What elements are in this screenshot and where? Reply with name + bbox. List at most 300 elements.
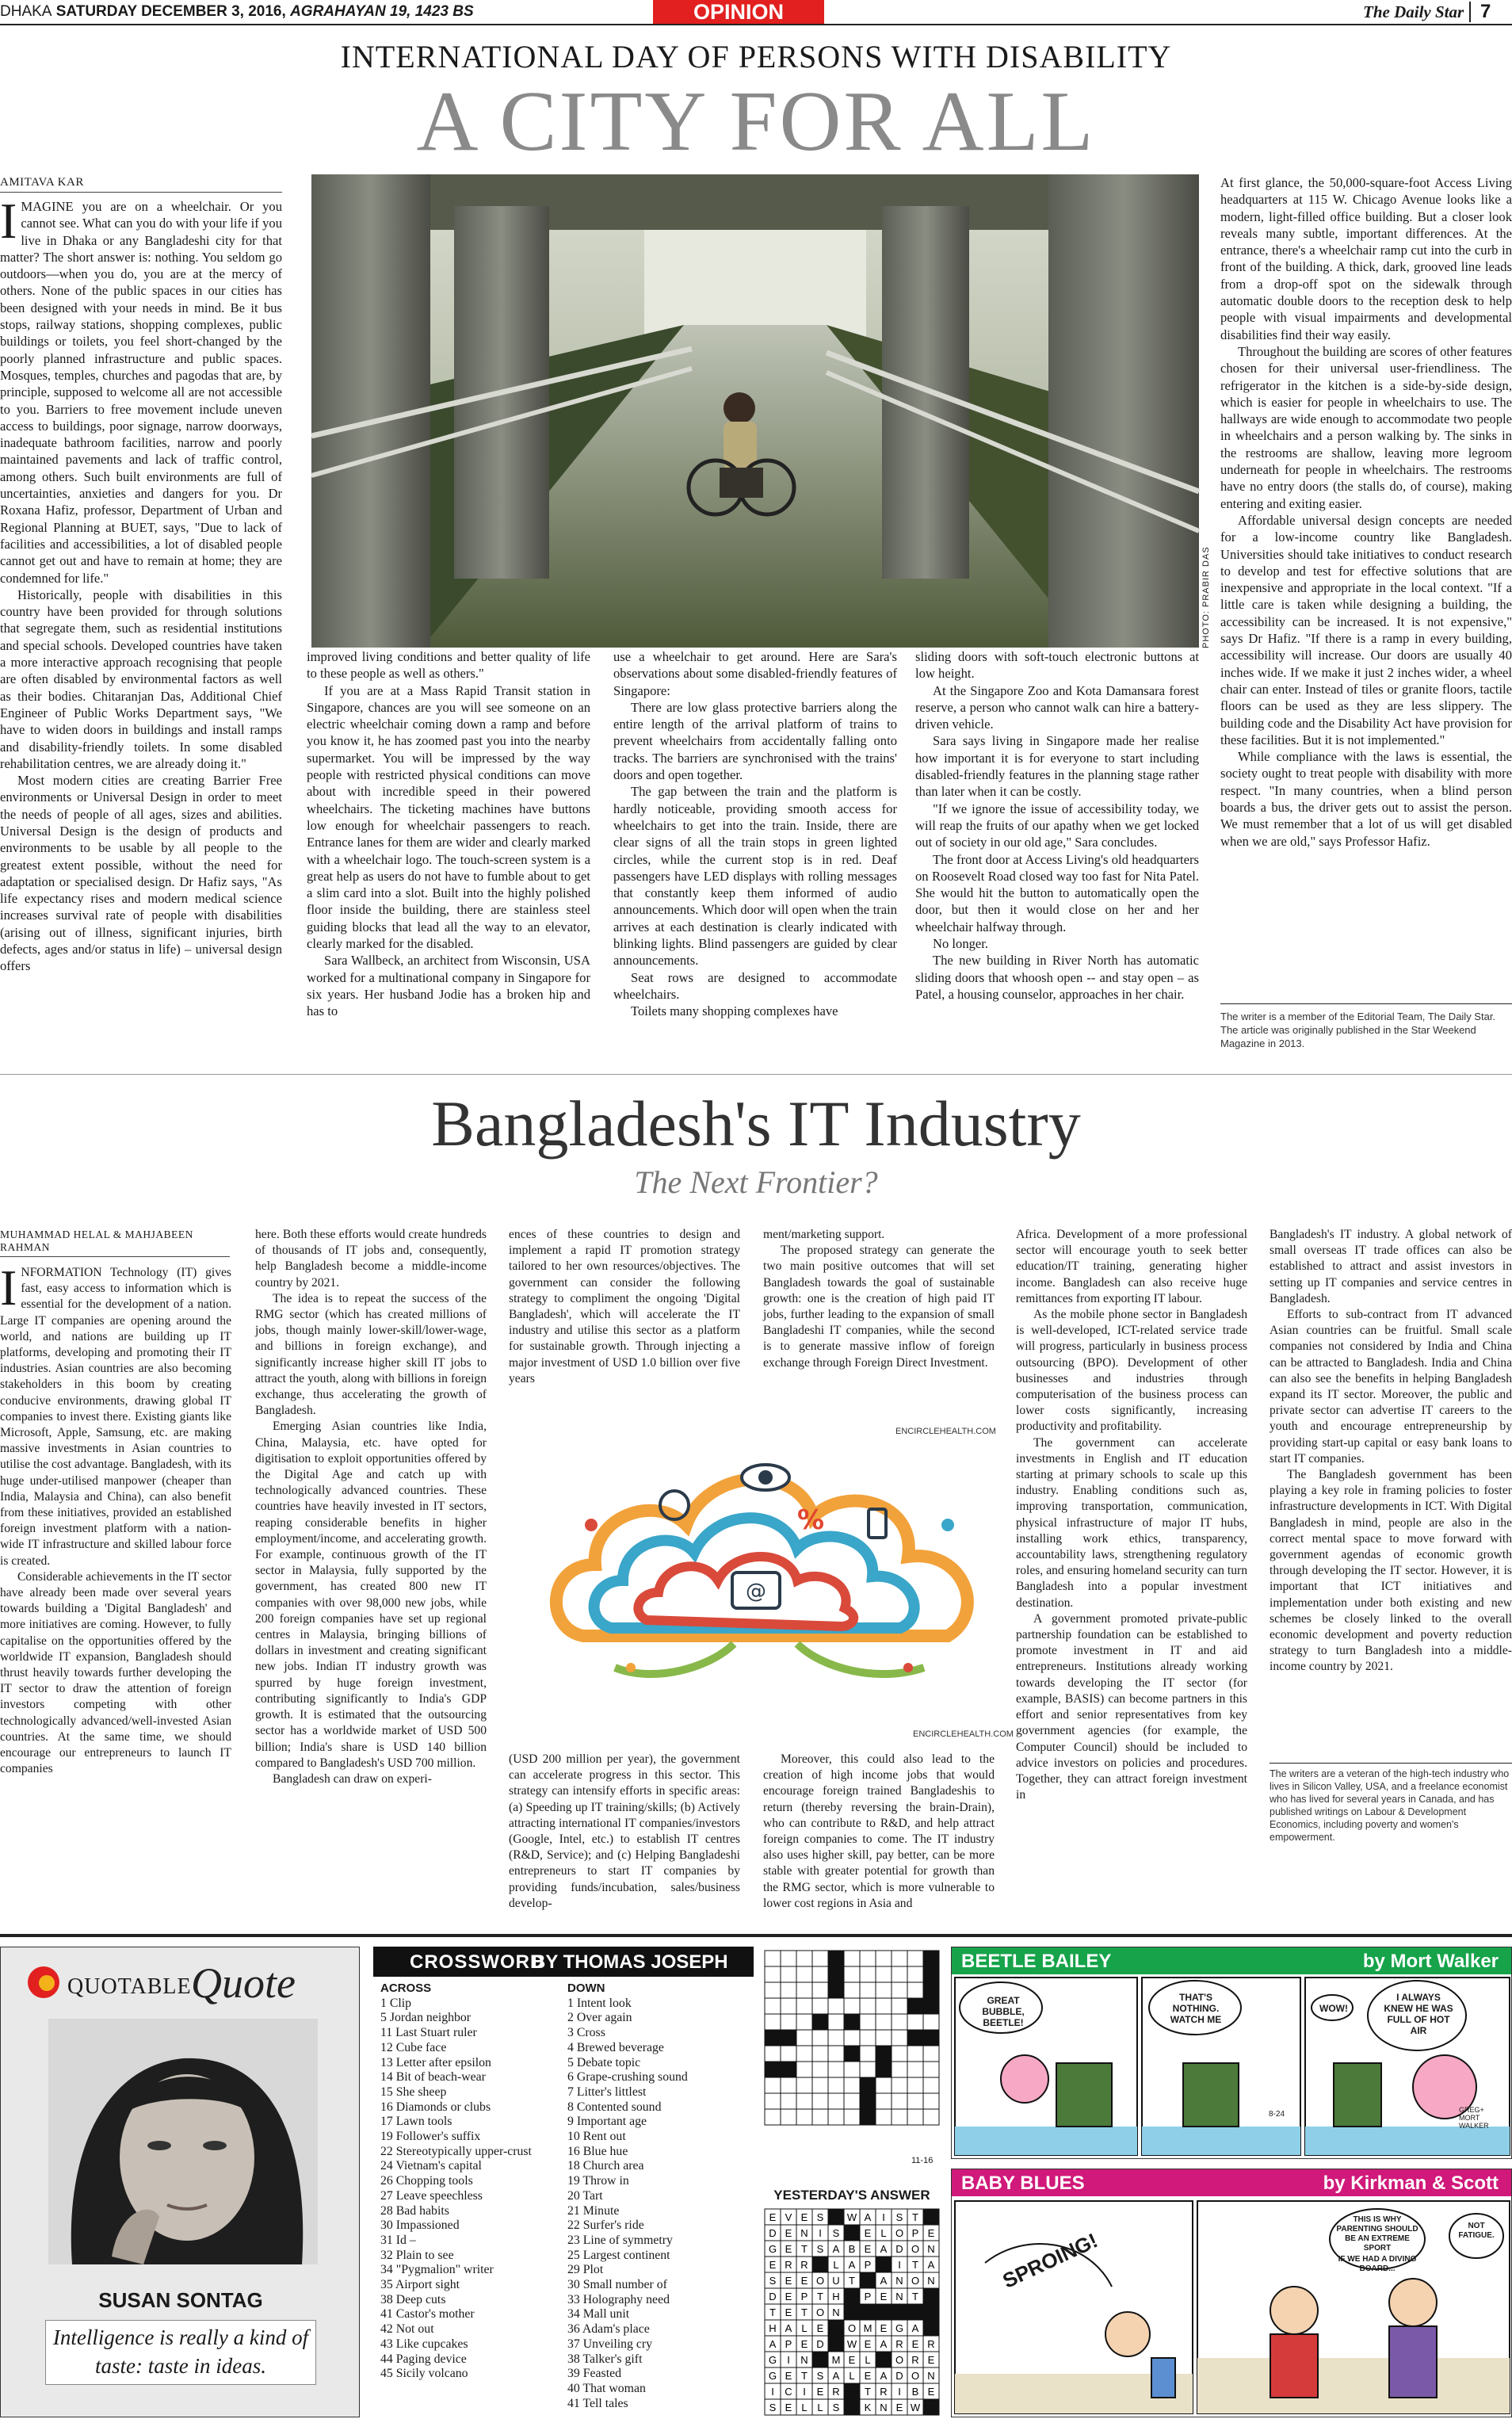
answer-letter: A — [911, 2322, 919, 2334]
baby-blues-author: by Kirkman & Scott — [1323, 2173, 1499, 2194]
beetle-bailey-author: by Mort Walker — [1362, 1951, 1499, 1972]
across-clue: 32 Plain to see — [380, 2248, 454, 2262]
crossword-cell[interactable] — [923, 2062, 939, 2077]
across-clue: 30 Impassioned — [380, 2218, 460, 2233]
crossword-cell[interactable] — [828, 2014, 844, 2030]
crossword-cell[interactable] — [892, 2077, 907, 2093]
sontag-portrait — [48, 2019, 318, 2264]
crossword-cell[interactable] — [765, 2030, 781, 2046]
crossword-cell[interactable] — [812, 1982, 828, 1998]
across-clue: 26 Chopping tools — [380, 2174, 473, 2188]
answer-letter: R — [927, 2338, 935, 2350]
answer-letter: A — [848, 2259, 856, 2271]
answer-letter: M — [831, 2354, 841, 2366]
article1-col5-p4: While compliance with the laws is essential, the society ought to treat people with disability with more respect. "In many countries, when a blind person boards a bus, the driver gets out to assist the person. We must remember that a lot of us will get disabled when we are old," says Professor Hafiz. — [1220, 749, 1512, 849]
crossword-down-label: DOWN — [567, 1981, 605, 1995]
article2-col1-p2: Considerable achievements in the IT sector have already been made over several years towards building a 'Digital Bangladesh' and more initiatives are coming. However, to fully capitalise on the opportunities offered by the worldwide IT expansion, Bangladesh should thrust heavily towards further developing the IT sector to draw the attention of foreign investors competing with other technologically advanced/well-invested Asian countries. At the same time, we should encourage our entrepreneurs to launch IT companies — [0, 1569, 231, 1776]
crossword-cell[interactable] — [860, 2077, 876, 2093]
down-clue: 39 Feasted — [567, 2367, 622, 2381]
answer-letter: W — [846, 2338, 857, 2350]
crossword-cell[interactable] — [892, 2014, 907, 2030]
dateline-bengali: AGRAHAYAN 19, 1423 BS — [290, 3, 474, 20]
down-clue: 18 Church area — [567, 2159, 644, 2173]
crossword-cell[interactable] — [765, 2093, 781, 2109]
quote-box — [0, 1947, 360, 2417]
down-clue: 29 Plot — [567, 2263, 604, 2277]
crossword-cell[interactable] — [796, 1951, 812, 1966]
down-clue: 41 Tell tales — [567, 2396, 628, 2410]
crossword-header — [373, 1947, 754, 1977]
crossword-cell[interactable] — [796, 2046, 812, 2062]
crossword-cell[interactable] — [828, 1951, 844, 1966]
crossword-cell[interactable] — [876, 1998, 892, 2014]
crossword-cell[interactable] — [844, 2014, 860, 2030]
beetle-balloon-2: THAT'S NOTHING. WATCH ME — [1170, 1992, 1222, 2025]
answer-letter: T — [769, 2306, 776, 2318]
crossword-cell[interactable] — [765, 1982, 781, 1998]
crossword-cell[interactable] — [923, 2030, 939, 2046]
article2-title: Bangladesh's IT Industry — [431, 1087, 1081, 1160]
crossword-cell[interactable] — [860, 1982, 876, 1998]
article2-column-4-bottom — [763, 1752, 995, 1910]
crossword-cell[interactable] — [876, 1951, 892, 1966]
crossword-cell[interactable] — [812, 2109, 828, 2125]
article1-column-2 — [307, 648, 590, 1062]
answer-letter: T — [912, 2211, 918, 2223]
answer-letter: S — [769, 2275, 777, 2287]
across-clue: 19 Follower's suffix — [380, 2130, 481, 2144]
answer-letter: I — [787, 2354, 790, 2366]
crossword-cell[interactable] — [781, 2062, 796, 2077]
down-clue: 30 Small number of — [567, 2278, 667, 2292]
answer-letter: B — [848, 2243, 856, 2255]
across-clue: 35 Airport sight — [380, 2278, 460, 2292]
crossword-cell[interactable] — [781, 2109, 796, 2125]
crossword-cell[interactable] — [796, 2014, 812, 2030]
beetle-signature: GREG+ MORT WALKER — [1459, 2106, 1489, 2130]
crossword-cell[interactable] — [860, 1998, 876, 2014]
across-clue: 28 Bad habits — [380, 2203, 449, 2218]
answer-letter: R — [785, 2259, 792, 2271]
crossword-cell[interactable] — [796, 2109, 812, 2125]
article1-byline: AMITAVA KAR — [0, 176, 282, 193]
crossword-cell[interactable] — [781, 2077, 796, 2093]
crossword-cell[interactable] — [796, 2030, 812, 2046]
crossword-cell[interactable] — [781, 1982, 796, 1998]
crossword-cell[interactable] — [860, 2109, 876, 2125]
masthead — [0, 0, 1512, 24]
answer-letter: I — [819, 2227, 822, 2239]
crossword-cell[interactable] — [892, 1982, 907, 1998]
across-clue: 13 Letter after epsilon — [380, 2055, 491, 2069]
answer-cell — [860, 2272, 876, 2288]
answer-letter: A — [927, 2259, 935, 2271]
answer-letter: E — [895, 2402, 903, 2413]
crossword-cell[interactable] — [876, 1982, 892, 1998]
crossword-cell[interactable] — [844, 1951, 860, 1966]
it-cloud-illustration — [536, 1430, 1003, 1712]
article1-col5-p3: Affordable universal design concepts are needed for a low-income country like Bangladesh. Universities should take initiatives to conduct research to develop and test for effective solutions that are inexpensive and appropriate in the local context. "If a little care is taken while designing a building, the accessibility can be increased. It is not expensive," says Dr Hafiz. "If there is a ramp in every building, accessibility will increase. Our doors are usually 40 inches wide. If we make it just 2 inches wider, a wheel chair can enter. Instead of tiles or granite floors, tactile floors can be used as they are less slippery. The building code and the Disability Act have provision for these facilities. But it is not implemented." — [1220, 512, 1512, 747]
crossword-cell[interactable] — [892, 2030, 907, 2046]
answer-letter: E — [800, 2211, 808, 2223]
article2-subtitle: The Next Frontier? — [634, 1164, 878, 1200]
crossword-cell[interactable] — [892, 1951, 907, 1966]
answer-cell — [876, 2352, 892, 2367]
crossword-cell[interactable] — [781, 1998, 796, 2014]
crossword-cell[interactable] — [781, 1966, 796, 1982]
article1-col3-p1: use a wheelchair to get around. Here are Sara's observations about some disabled-friendly features of Singapore: — [613, 649, 897, 698]
crossword-cell[interactable] — [892, 2093, 907, 2109]
crossword-title: CROSSWORD — [410, 1951, 545, 1973]
crossword-cell[interactable] — [844, 2077, 860, 2093]
crossword-cell[interactable] — [828, 2046, 844, 2062]
answer-letter: L — [865, 2354, 871, 2366]
crossword-cell[interactable] — [923, 2014, 939, 2030]
answer-letter: S — [769, 2402, 777, 2413]
article1-col2-p1: improved living conditions and better quality of life to these people as well as others." — [307, 649, 590, 682]
article2-dropcap: I — [0, 1259, 17, 1316]
illustration-credit-top: ENCIRCLEHEALTH.COM — [895, 1427, 996, 1436]
crossword-cell[interactable] — [907, 1982, 923, 1998]
beetle-bailey-header — [952, 1947, 1511, 1974]
article1-column-4 — [915, 648, 1199, 1062]
crossword-cell[interactable] — [923, 2093, 939, 2109]
quote-text: Intelligence is really a kind of taste: taste in ideas. — [52, 2325, 309, 2378]
crossword-cell[interactable] — [923, 1966, 939, 1982]
beetle-balloon-4: I ALWAYS KNEW HE WAS FULL OF HOT AIR — [1384, 1992, 1453, 2036]
crossword-cell[interactable] — [892, 2109, 907, 2125]
answer-cell — [923, 2320, 939, 2336]
crossword-cell[interactable] — [796, 2062, 812, 2077]
answer-letter: P — [800, 2291, 808, 2302]
answer-letter: E — [769, 2259, 777, 2271]
down-clue: 6 Grape-crushing sound — [567, 2070, 688, 2085]
crossword-cell[interactable] — [781, 1951, 796, 1966]
down-clue: 25 Largest continent — [567, 2248, 670, 2262]
article1-col1-p3: Most modern cities are creating Barrier Free environments or Universal Design in order to meet the needs of people of all ages, sizes and abilities. Universal Design is the design of products and environments to be usable by all people to the greatest extent possible, without the need for adaptation or specialised design. Dr Hafiz says, "As life expectancy rises and modern medical science increases survival rate of people with disabilities (arising out of illness, significant injuries, birth defects, ages and/or status in life) – universal design offers — [0, 773, 282, 974]
answer-cell — [844, 2225, 860, 2241]
article2-col3-top-p1: ences of these countries to design and implement a rapid IT promotion strategy tailored to her own resources/objectives. The government can consider the following strategy to compliment the ongoing 'Digital Bangladesh', which will accelerate the IT industry and utilise this sector as a platform for sustainable growth. Through injecting a major investment of USD 1.0 billion over five years — [509, 1228, 740, 1385]
across-clue: 1 Clip — [380, 1996, 412, 2010]
across-clue: 31 Id – — [380, 2233, 416, 2247]
crossword-cell[interactable] — [812, 1966, 828, 1982]
answer-letter: T — [801, 2370, 808, 2382]
down-clue: 7 Litter's littlest — [567, 2085, 647, 2099]
crossword-cell[interactable] — [765, 2014, 781, 2030]
beetle-balloon-1: GREAT BUBBLE, BEETLE! — [982, 1995, 1025, 2028]
crossword-cell[interactable] — [860, 2030, 876, 2046]
answer-cell — [812, 2352, 828, 2367]
article1-col2-p3: Sara Wallbeck, an architect from Wisconsin, USA worked for a multinational company in Singapore for six years. Her husband Jodie has a broken hip and has to — [307, 953, 590, 1019]
crossword-cell[interactable] — [923, 1982, 939, 1998]
quote-badge-inner-icon — [39, 1975, 55, 1991]
article1-col3-p4: Seat rows are designed to accommodate wheelchairs. — [613, 969, 897, 1002]
crossword-cell[interactable] — [844, 2046, 860, 2062]
crossword-cell[interactable] — [876, 2093, 892, 2109]
crossword-cell[interactable] — [907, 2046, 923, 2062]
crossword-cell[interactable] — [892, 1998, 907, 2014]
crossword-cell[interactable] — [781, 2046, 796, 2062]
article2-col4-top-p2: The proposed strategy can generate the two main positive outcomes that will set Bangladesh towards the goal of sustainable growth: one is the creation of high paid IT jobs, further leading to the expansion of small Bangladeshi IT companies, while the second is to generate massive inflow of foreign exchange through Foreign Direct Investment. — [763, 1244, 995, 1370]
answer-letter: E — [927, 2227, 935, 2239]
crossword-cell[interactable] — [781, 2093, 796, 2109]
crossword-cell[interactable] — [907, 1998, 923, 2014]
answer-letter: O — [911, 2243, 920, 2255]
down-clue: 34 Mall unit — [567, 2307, 630, 2322]
answer-letter: I — [898, 2259, 901, 2271]
crossword-cell[interactable] — [907, 2093, 923, 2109]
article2-column-4-top — [763, 1227, 995, 1425]
crossword-cell[interactable] — [765, 2077, 781, 2093]
crossword-cell[interactable] — [844, 2030, 860, 2046]
crossword-cell[interactable] — [907, 1951, 923, 1966]
across-clue: 24 Vietnam's capital — [380, 2159, 482, 2173]
article2-col6-p3: The Bangladesh government has been playing a key role in framing policies to foster infrastructure developments in ICT. With Digital Bangladesh in mind, people are also in the correct mental space to move forward with government agendas of economic growth through developing the IT sector. However, it is important that ICT initiatives and implementation under both existing and new schemes be closely linked to the overall economic development and poverty reduction strategy to turn Bangladesh into a middle-income country by 2021. — [1270, 1468, 1512, 1674]
crossword-cell[interactable] — [796, 1982, 812, 1998]
crossword-cell[interactable] — [860, 1966, 876, 1982]
crossword-date-code: 11-16 — [911, 2156, 934, 2165]
crossword-cell[interactable] — [860, 1951, 876, 1966]
illustration-credit-bottom: ENCIRCLEHEALTH.COM — [913, 1729, 1014, 1739]
crossword-cell[interactable] — [923, 1998, 939, 2014]
crossword-cell[interactable] — [923, 2109, 939, 2125]
answer-letter: E — [864, 2370, 872, 2382]
answer-letter: E — [800, 2338, 808, 2350]
crossword-cell[interactable] — [844, 2062, 860, 2077]
crossword-cell[interactable] — [812, 2093, 828, 2109]
answer-letter: O — [815, 2306, 825, 2318]
answer-letter: E — [785, 2306, 792, 2318]
article2-col1-p1: NFORMATION Technology (IT) gives fast, easy access to information which is essential for the development of a nation. Large IT companies are opening around the world, and nations are building up IT platforms, developing and promoting their IT industries. Asian countries are also becoming stakeholders in this boom by creating conducive environments, drawing global IT companies to invest there. Existing giants like Microsoft, Apple, Samsung, etc. are making massive investments in Asian countries to utilise the cost advantage. Bangladesh, with its huge under-utilised manpower (cheaper than India, Malaysia and China), can also benefit from these initiatives, provided an established foreign investment platform with a nation-wide IT infrastructure and skilled labour force is created. — [0, 1266, 231, 1568]
crossword-cell[interactable] — [860, 2062, 876, 2077]
answer-letter: N — [832, 2306, 840, 2318]
answer-cell — [844, 2304, 860, 2320]
article1-note-line2: The article was originally published in the Star Weekend Magazine in 2013. — [1220, 1024, 1476, 1049]
beetle-bailey-strip — [951, 1947, 1512, 2159]
down-clue: 38 Talker's gift — [567, 2352, 643, 2366]
article1-col4-p4: "If we ignore the issue of accessibility today, we will reap the fruits of our apathy when we get locked out of society in our old age," Sara concludes. — [915, 801, 1199, 850]
crossword-cell[interactable] — [765, 1998, 781, 2014]
crossword-across — [380, 1981, 559, 2382]
crossword-across-list — [380, 1997, 559, 2382]
crossword-cell[interactable] — [907, 2014, 923, 2030]
crossword-cell[interactable] — [828, 2077, 844, 2093]
answer-cell — [923, 2209, 939, 2225]
crossword-cell[interactable] — [781, 2014, 796, 2030]
answer-letter: S — [816, 2370, 824, 2382]
answer-letter: P — [911, 2227, 919, 2239]
photo-illustration — [311, 174, 1199, 648]
crossword-cell[interactable] — [907, 2077, 923, 2093]
crossword-cell[interactable] — [860, 2093, 876, 2109]
crossword-cell[interactable] — [828, 2030, 844, 2046]
svg-text:@: @ — [746, 1580, 766, 1603]
article2-note-rule — [1270, 1763, 1512, 1764]
article1-col1-p2: Historically, people with disabilities in this country have been provided for through solutions that segregate them, such as residential institutions and special schools. Developed countries have taken a more interactive approach recognising that people are often disabled by environmental factors as well as their bodies. Chitaranjan Das, Additional Chief Engineer of Public Works Department says, "We have to widen doors in buildings and install ramps and disability-friendly toilets. In some disabled rehabilitation centres, we are already doing it." — [0, 587, 282, 771]
crossword-cell[interactable] — [907, 2062, 923, 2077]
article2-column-3-top — [509, 1227, 740, 1425]
answer-letter: E — [927, 2354, 935, 2366]
crossword-cell[interactable] — [765, 1951, 781, 1966]
article1-col4-p2: At the Singapore Zoo and Kota Damansara forest reserve, a person who cannot walk can hire a battery-driven vehicle. — [915, 682, 1199, 732]
crossword-cell[interactable] — [765, 2109, 781, 2125]
crossword-cell[interactable] — [844, 2093, 860, 2109]
crossword-cell[interactable] — [796, 2077, 812, 2093]
yesterday-answer-grid — [762, 2207, 941, 2415]
crossword-grid — [762, 1947, 941, 2176]
crossword-cell[interactable] — [907, 2109, 923, 2125]
down-clue: 20 Tart — [567, 2188, 603, 2203]
crossword-cell[interactable] — [860, 2046, 876, 2062]
article1-column-5 — [1220, 174, 1512, 999]
down-clue: 19 Throw in — [567, 2174, 629, 2188]
answer-letter: O — [911, 2370, 920, 2382]
down-clue: 33 Holography need — [567, 2292, 670, 2306]
answer-letter: E — [816, 2322, 824, 2334]
answer-letter: S — [832, 2402, 840, 2413]
crossword-cell[interactable] — [923, 1951, 939, 1966]
answer-letter: O — [911, 2275, 920, 2287]
crossword-cell[interactable] — [812, 2030, 828, 2046]
section-label: OPINION — [693, 0, 784, 24]
crossword-cell[interactable] — [844, 1998, 860, 2014]
answer-letter: I — [898, 2386, 901, 2398]
yesterday-answer-title: YESTERDAY'S ANSWER — [773, 2188, 930, 2203]
crossword-cell[interactable] — [876, 2030, 892, 2046]
answer-letter: G — [768, 2370, 777, 2382]
crossword-cell[interactable] — [828, 1998, 844, 2014]
answer-letter: T — [865, 2386, 871, 2398]
crossword-cell[interactable] — [892, 2062, 907, 2077]
answer-cell — [860, 2304, 876, 2320]
crossword-cell[interactable] — [796, 1966, 812, 1982]
answer-letter: E — [927, 2386, 935, 2398]
answer-letter: U — [832, 2275, 840, 2287]
crossword-cell[interactable] — [781, 2030, 796, 2046]
article2-col4-top-p1: ment/marketing support. — [763, 1228, 885, 1241]
crossword-cell[interactable] — [812, 2062, 828, 2077]
article2-col5-p4: A government promoted private-public partnership foundation can be established to promote investment in IT and aid entrepreneurs. Institutions already working towards developing the IT sector (for example, BASIS) can become partners in this effort and senior representatives from key government agencies (for example, the Computer Council) should be included to advice investors on policies and procedures. Together, they can attract foreign investment in — [1016, 1611, 1247, 1802]
answer-letter: K — [864, 2402, 872, 2413]
answer-letter: E — [785, 2243, 792, 2255]
baby-blues-balloon-1: THIS IS WHY PARENTING SHOULD BE AN EXTREME SPORT — [1336, 2215, 1418, 2253]
crossword-cell[interactable] — [907, 2030, 923, 2046]
answer-letter: S — [816, 2211, 824, 2223]
crossword-cell[interactable] — [907, 1966, 923, 1982]
crossword-cell[interactable] — [812, 1951, 828, 1966]
crossword-cell[interactable] — [844, 1966, 860, 1982]
crossword-cell[interactable] — [812, 2046, 828, 2062]
answer-letter: E — [880, 2322, 888, 2334]
crossword-cell[interactable] — [765, 2046, 781, 2062]
article2-column-6 — [1270, 1227, 1512, 1758]
article2-col2-p2: The idea is to repeat the success of the RMG sector (which has created millions of jobs, though mainly lower-skill/lower-wage, and billions in foreign exchange), and significantly increase higher skill IT jobs to attract the youth, along with billions in foreign exchange, thus accelerating the growth of Bangladesh. — [255, 1291, 487, 1418]
answer-letter: P — [864, 2259, 872, 2271]
crossword-cell[interactable] — [923, 2077, 939, 2093]
dateline-date: SATURDAY DECEMBER 3, 2016, — [55, 3, 286, 20]
down-clue: 23 Line of symmetry — [567, 2233, 673, 2247]
down-clue: 3 Cross — [567, 2026, 605, 2040]
answer-letter: B — [911, 2386, 919, 2398]
crossword-cell[interactable] — [892, 2046, 907, 2062]
crossword-cell[interactable] — [765, 2062, 781, 2077]
crossword-cell[interactable] — [765, 1966, 781, 1982]
crossword-cell[interactable] — [828, 1982, 844, 1998]
across-clue: 44 Paging device — [380, 2352, 467, 2366]
article1-dropcap: I — [0, 193, 17, 249]
across-clue: 42 Not out — [380, 2322, 434, 2337]
answer-letter: A — [785, 2322, 792, 2334]
crossword-cell[interactable] — [876, 2109, 892, 2125]
crossword-grid-svg — [762, 1947, 941, 2176]
crossword-cell[interactable] — [876, 2014, 892, 2030]
answer-letter: E — [816, 2386, 824, 2398]
across-clue: 45 Sicily volcano — [380, 2367, 468, 2381]
across-clue: 14 Bit of beach-wear — [380, 2070, 486, 2085]
baby-blues-art — [953, 2199, 1511, 2415]
crossword-cell[interactable] — [876, 2062, 892, 2077]
article1-col2-p2: If you are at a Mass Rapid Transit station in Singapore, chances are you will see someone on an electric wheelchair coming down a ramp and before you know it, he has zoomed past you into the nearby supermarket. You will be impressed by the way people with restricted physical conditions can move about with incredible speed in their powered wheelchairs. The ticketing machines have buttons low enough for wheelchair passengers to reach. Entrance lanes for them are wider and clearly marked with a wheelchair logo. The touch-screen system is a great help as users do not have to fumble about to get a slim card into a slot. Built into the highly polished floor inside the building, there are stainless steel guiding blocks that lead all the way to an elevator, clearly marked for the disabled. — [307, 682, 590, 952]
across-clue: 17 Lawn tools — [380, 2115, 452, 2129]
quote-heading-script: Quote — [191, 1959, 296, 2007]
answer-cell — [828, 2320, 844, 2336]
baby-blues-balloon-2: IF WE HAD A DIVING BOARD... — [1338, 2255, 1417, 2273]
answer-letter: H — [769, 2322, 777, 2334]
across-clue: 12 Cube face — [380, 2040, 447, 2054]
article1-col1-p1: MAGINE you are on a wheelchair. Or you cannot see. What can you do with your life if you live in Dhaka or any Bangladeshi city for that matter? The short answer is: nothing. You seldom go outdoors—when you do, you are at the mercy of others. None of the public spaces in our cities has been designed with your needs in mind. Be it bus stops, railway stations, shopping complexes, public buildings or toilets, you feel short-changed by the poorly planned infrastructure and public spaces. Mosques, temples, churches and pagodas that are, by principle, supposed to welcome all are not accessible to you. Barriers to free movement include uneven access to buildings, poor signage, narrow doorways, inadequate bathroom facilities, narrow and poorly maintained pavements and lack of traffic control, among others. Such built environments are full of uncertainties, anxieties and dangers for you. Dr Roxana Hafiz, professor, Department of Urban and Regional Planning at BUET, says, "Due to lack of facilities and accessibilities, a lot of disabled people cannot get out and have to remain at home; they are condemned for life." — [0, 199, 282, 586]
crossword-cell[interactable] — [812, 1998, 828, 2014]
answer-letter: R — [832, 2386, 840, 2398]
section-divider-2 — [0, 1934, 1512, 1937]
down-clue: 21 Minute — [567, 2203, 620, 2218]
crossword-cell[interactable] — [844, 1982, 860, 1998]
answer-letter: L — [801, 2322, 808, 2334]
crossword-cell[interactable] — [828, 2093, 844, 2109]
crossword-cell[interactable] — [876, 2046, 892, 2062]
crossword-cell[interactable] — [892, 1966, 907, 1982]
crossword-cell[interactable] — [828, 2062, 844, 2077]
down-clue: 5 Debate topic — [567, 2055, 641, 2069]
answer-cell — [876, 2257, 892, 2272]
down-clue: 16 Blue hue — [567, 2144, 628, 2158]
article1-col4-p3: Sara says living in Singapore made her realise how important it is for everyone to start including disabled-friendly features in the planning stage rather than later when it can be costly. — [915, 733, 1199, 800]
article2-column-5 — [1016, 1227, 1247, 1875]
crossword-cell[interactable] — [876, 2077, 892, 2093]
crossword-cell[interactable] — [828, 1966, 844, 1982]
down-clue: 10 Rent out — [567, 2130, 626, 2144]
article1-column-3 — [613, 648, 897, 1062]
answer-letter: E — [864, 2338, 872, 2350]
crossword-cell[interactable] — [828, 2109, 844, 2125]
crossword-cell[interactable] — [923, 2046, 939, 2062]
answer-cell — [828, 2336, 844, 2352]
article2-col2-p4: Bangladesh can draw on experi- — [273, 1771, 432, 1786]
crossword-cell[interactable] — [844, 2109, 860, 2125]
article2-column-1 — [0, 1259, 231, 1875]
crossword-cell[interactable] — [796, 2093, 812, 2109]
baby-blues-strip — [951, 2169, 1512, 2417]
beetle-balloon-3: WOW! — [1319, 2003, 1348, 2014]
crossword-cell[interactable] — [796, 1998, 812, 2014]
crossword-cell[interactable] — [812, 2077, 828, 2093]
article2-col5-p3: The government can accelerate investments in English and IT education starting at primary schools to scale up this industry. Enabling conditions such as, improving transportation, communication, physical infrastructure of major IT hubs, installing work ethics, transparency, accountability laws, strengthening regulatory roles, and ensuring homeland security can turn Bangladesh into a popular investment destination. — [1016, 1435, 1247, 1610]
crossword-cell[interactable] — [876, 1966, 892, 1982]
answer-letter: L — [801, 2402, 808, 2413]
crossword-cell[interactable] — [860, 2014, 876, 2030]
article2-col6-p1: Bangladesh's IT industry. A global network of small overseas IT trade offices can also be established to attract and assist investors in setting up IT companies and service centres in Bangladesh. — [1270, 1228, 1512, 1305]
answer-letter: N — [895, 2291, 903, 2302]
crossword-cell[interactable] — [812, 2014, 828, 2030]
